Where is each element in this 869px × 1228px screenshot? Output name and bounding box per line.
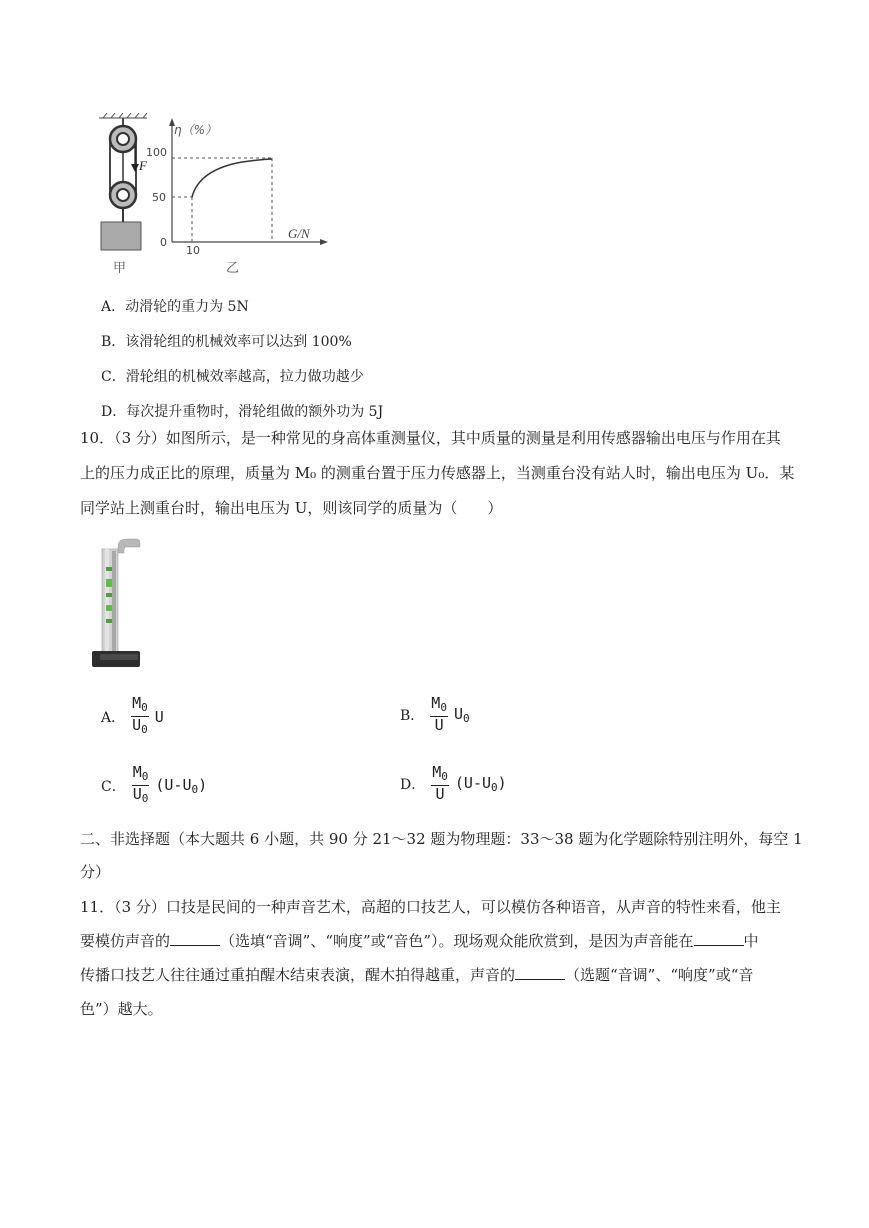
section2-header-line1: 二、非选择题（本大题共 6 小题，共 90 分 21～32 题为物理题：33～38 题为化学题除特别注明外，每空 1: [80, 830, 803, 848]
q10-option-d-factor: $(U-U_0)$: [454, 773, 507, 794]
q10-stem-line1: 10．（3 分）如图所示，是一种常见的身高体重测量仪，其中质量的测量是利用传感器输出电压与作用在其: [80, 429, 781, 447]
q10-option-b: [400, 695, 470, 734]
x-axis-label: G/N: [288, 226, 310, 241]
q10-option-a-factor: U: [154, 707, 164, 726]
caption-jia: 甲: [113, 261, 127, 276]
x-tick-10: 10: [186, 244, 200, 257]
q11-line2-part1: 要模仿声音的: [80, 932, 171, 950]
fraction-m0-over-u0: $\frac{M_0}{U_0}$: [132, 694, 148, 736]
q9-option-d: D．每次提升重物时，滑轮组做的额外功为 5J: [101, 404, 384, 420]
fraction-m0-over-u: $\frac{M_0}{U}$: [432, 763, 448, 803]
y-tick-100: 100: [146, 146, 167, 159]
force-label: F: [139, 158, 147, 173]
q10-option-b-factor: $U_0$: [453, 704, 470, 725]
q11-line3-part2: （选题“音调”、“响度”或“音: [565, 966, 754, 984]
q11-line2-part2: （选填“音调”、“响度”或“音色”）。现场观众能欣赏到，是因为声音能在: [220, 932, 694, 950]
answer-blank-2[interactable]: [694, 931, 744, 946]
efficiency-graph: [142, 112, 332, 282]
y-axis-label: η（%）: [174, 123, 218, 137]
q10-stem-line2: 上的压力成正比的原理，质量为 M₀ 的测重台置于压力传感器上，当测重台没有站人时，输出电压为 U₀．某: [80, 464, 795, 482]
q10-stem-line3: 同学站上测重台时，输出电压为 U，则该同学的质量为（ ）: [80, 499, 503, 517]
height-weight-scale-image: [92, 535, 152, 670]
q10-option-a: [101, 695, 164, 738]
fraction-m0-over-u0: $\frac{M_0}{U_0}$: [132, 763, 149, 805]
q11-line2-part3: 中: [743, 932, 759, 950]
q10-option-a-label: A．: [101, 709, 126, 726]
answer-blank-3[interactable]: [515, 965, 565, 980]
q11-line1: 11．（3 分）口技是民间的一种声音艺术，高超的口技艺人，可以模仿各种语音，从声音的特性来看，他主: [80, 898, 781, 916]
q10-option-c: [101, 764, 207, 807]
fraction-m0-over-u: $\frac{M_0}{U}$: [431, 694, 447, 734]
q9-option-a: A．动滑轮的重力为 5N: [101, 299, 249, 315]
ceiling-hatch: [99, 113, 147, 118]
q11-line4: 色”）越大。: [80, 1000, 163, 1018]
y-tick-50: 50: [152, 191, 166, 204]
q10-option-d-label: D．: [400, 776, 426, 793]
origin-label: 0: [160, 236, 167, 249]
q10-option-c-factor: $(U-U_0)$: [155, 775, 208, 796]
load-block: [101, 222, 141, 250]
q10-option-d: [400, 764, 507, 803]
answer-blank-1[interactable]: [170, 931, 220, 946]
q9-option-b: B．该滑轮组的机械效率可以达到 100%: [101, 334, 352, 350]
caption-yi: 乙: [226, 261, 240, 276]
q11-line3: [80, 965, 753, 985]
q9-option-c: C．滑轮组的机械效率越高，拉力做功越少: [101, 369, 364, 385]
q11-line3-part1: 传播口技艺人往往通过重拍醒木结束表演，醒木拍得越重，声音的: [80, 966, 516, 984]
section2-header-line2: 分）: [80, 863, 111, 881]
q10-option-b-label: B．: [400, 707, 425, 724]
efficiency-curve: [192, 159, 272, 197]
q11-line2: [80, 931, 759, 951]
q10-option-c-label: C．: [101, 778, 126, 795]
